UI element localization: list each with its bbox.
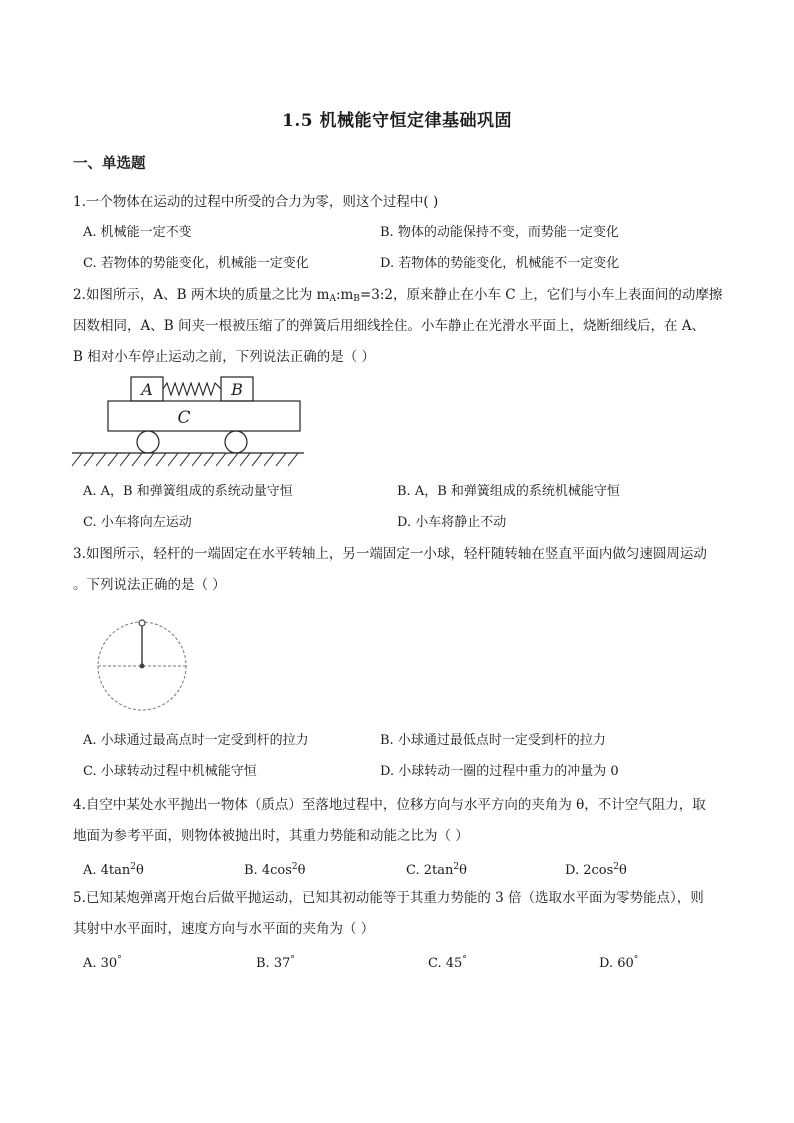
rotating-rod-figure	[94, 618, 190, 714]
question-2-option-b: B. A，B 和弹簧组成的系统机械能守恒	[397, 484, 620, 499]
question-4-option-a: A. $4\tan^2\theta$	[83, 862, 144, 878]
question-4-stem-line-2: 地面为参考平面，则物体被抛出时，其重力势能和动能之比为（ ）	[73, 828, 469, 844]
question-2-option-d: D. 小车将静止不动	[397, 515, 507, 530]
question-5-option-d: D. 60°	[599, 955, 639, 971]
question-4-option-b: B. $4\cos^2\theta$	[244, 862, 306, 878]
section-heading: 一、单选题	[73, 155, 146, 172]
block-b-label: B	[231, 380, 243, 399]
question-5-stem-line-2: 其射中水平面时，速度方向与水平面的夹角为（ ）	[73, 921, 375, 937]
question-4-option-d: D. $2\cos^2\theta$	[565, 862, 627, 878]
question-3-option-c: C. 小球转动过程中机械能守恒	[83, 764, 257, 779]
question-5-option-b: B. 37°	[256, 955, 295, 971]
cart-spring-figure	[68, 374, 308, 470]
question-3-option-b: B. 小球通过最低点时一定受到杆的拉力	[380, 733, 606, 748]
question-2-stem-line-1: 2.如图所示，A、B 两木块的质量之比为 $m_A:m_B=3:2$，原来静止在小车 C 上，它们与小车上表面间的动摩擦	[73, 287, 723, 304]
question-2-stem-line-2: 因数相同，A、B 间夹一根被压缩了的弹簧后用细线拴住。小车静止在光滑水平面上，烧断细线后，在 A、	[73, 318, 706, 334]
question-4-stem-line-1: 4.自空中某处水平抛出一物体（质点）至落地过程中，位移方向与水平方向的夹角为 θ，不计空气阻力，取	[73, 797, 706, 813]
question-3-option-a: A. 小球通过最高点时一定受到杆的拉力	[83, 733, 309, 748]
question-1-option-c: C. 若物体的势能变化，机械能一定变化	[83, 256, 309, 271]
block-a-label: A	[141, 380, 153, 399]
question-5-option-a: A. 30°	[83, 955, 122, 971]
question-5-stem-line-1: 5.已知某炮弹离开炮台后做平抛运动，已知其初动能等于其重力势能的 3 倍（选取水平面为零势能点），则	[73, 890, 704, 906]
question-1-option-b: B. 物体的动能保持不变，而势能一定变化	[380, 225, 619, 240]
page-title: 1.5 机械能守恒定律基础巩固	[282, 111, 512, 131]
question-2-option-c: C. 小车将向左运动	[83, 515, 192, 530]
question-3-stem-line-2: 。下列说法正确的是（ ）	[73, 577, 226, 593]
question-2-stem-line-3: B 相对小车停止运动之前，下列说法正确的是（ ）	[73, 349, 376, 365]
question-5-option-c: C. 45°	[428, 955, 467, 971]
question-1-stem: 1.一个物体在运动的过程中所受的合力为零，则这个过程中( )	[73, 194, 439, 210]
question-3-stem-line-1: 3.如图所示，轻杆的一端固定在水平转轴上，另一端固定一小球，轻杆随转轴在竖直平面内做匀速圆周运动	[73, 546, 707, 562]
cart-c-label: C	[177, 408, 191, 428]
question-4-option-c: C. $2\tan^2\theta$	[406, 862, 467, 878]
question-1-option-a: A. 机械能一定不变	[83, 225, 192, 240]
question-3-option-d: D. 小球转动一圈的过程中重力的冲量为 0	[380, 764, 619, 779]
question-2-option-a: A. A，B 和弹簧组成的系统动量守恒	[83, 484, 293, 499]
question-1-option-d: D. 若物体的势能变化，机械能不一定变化	[380, 256, 620, 271]
